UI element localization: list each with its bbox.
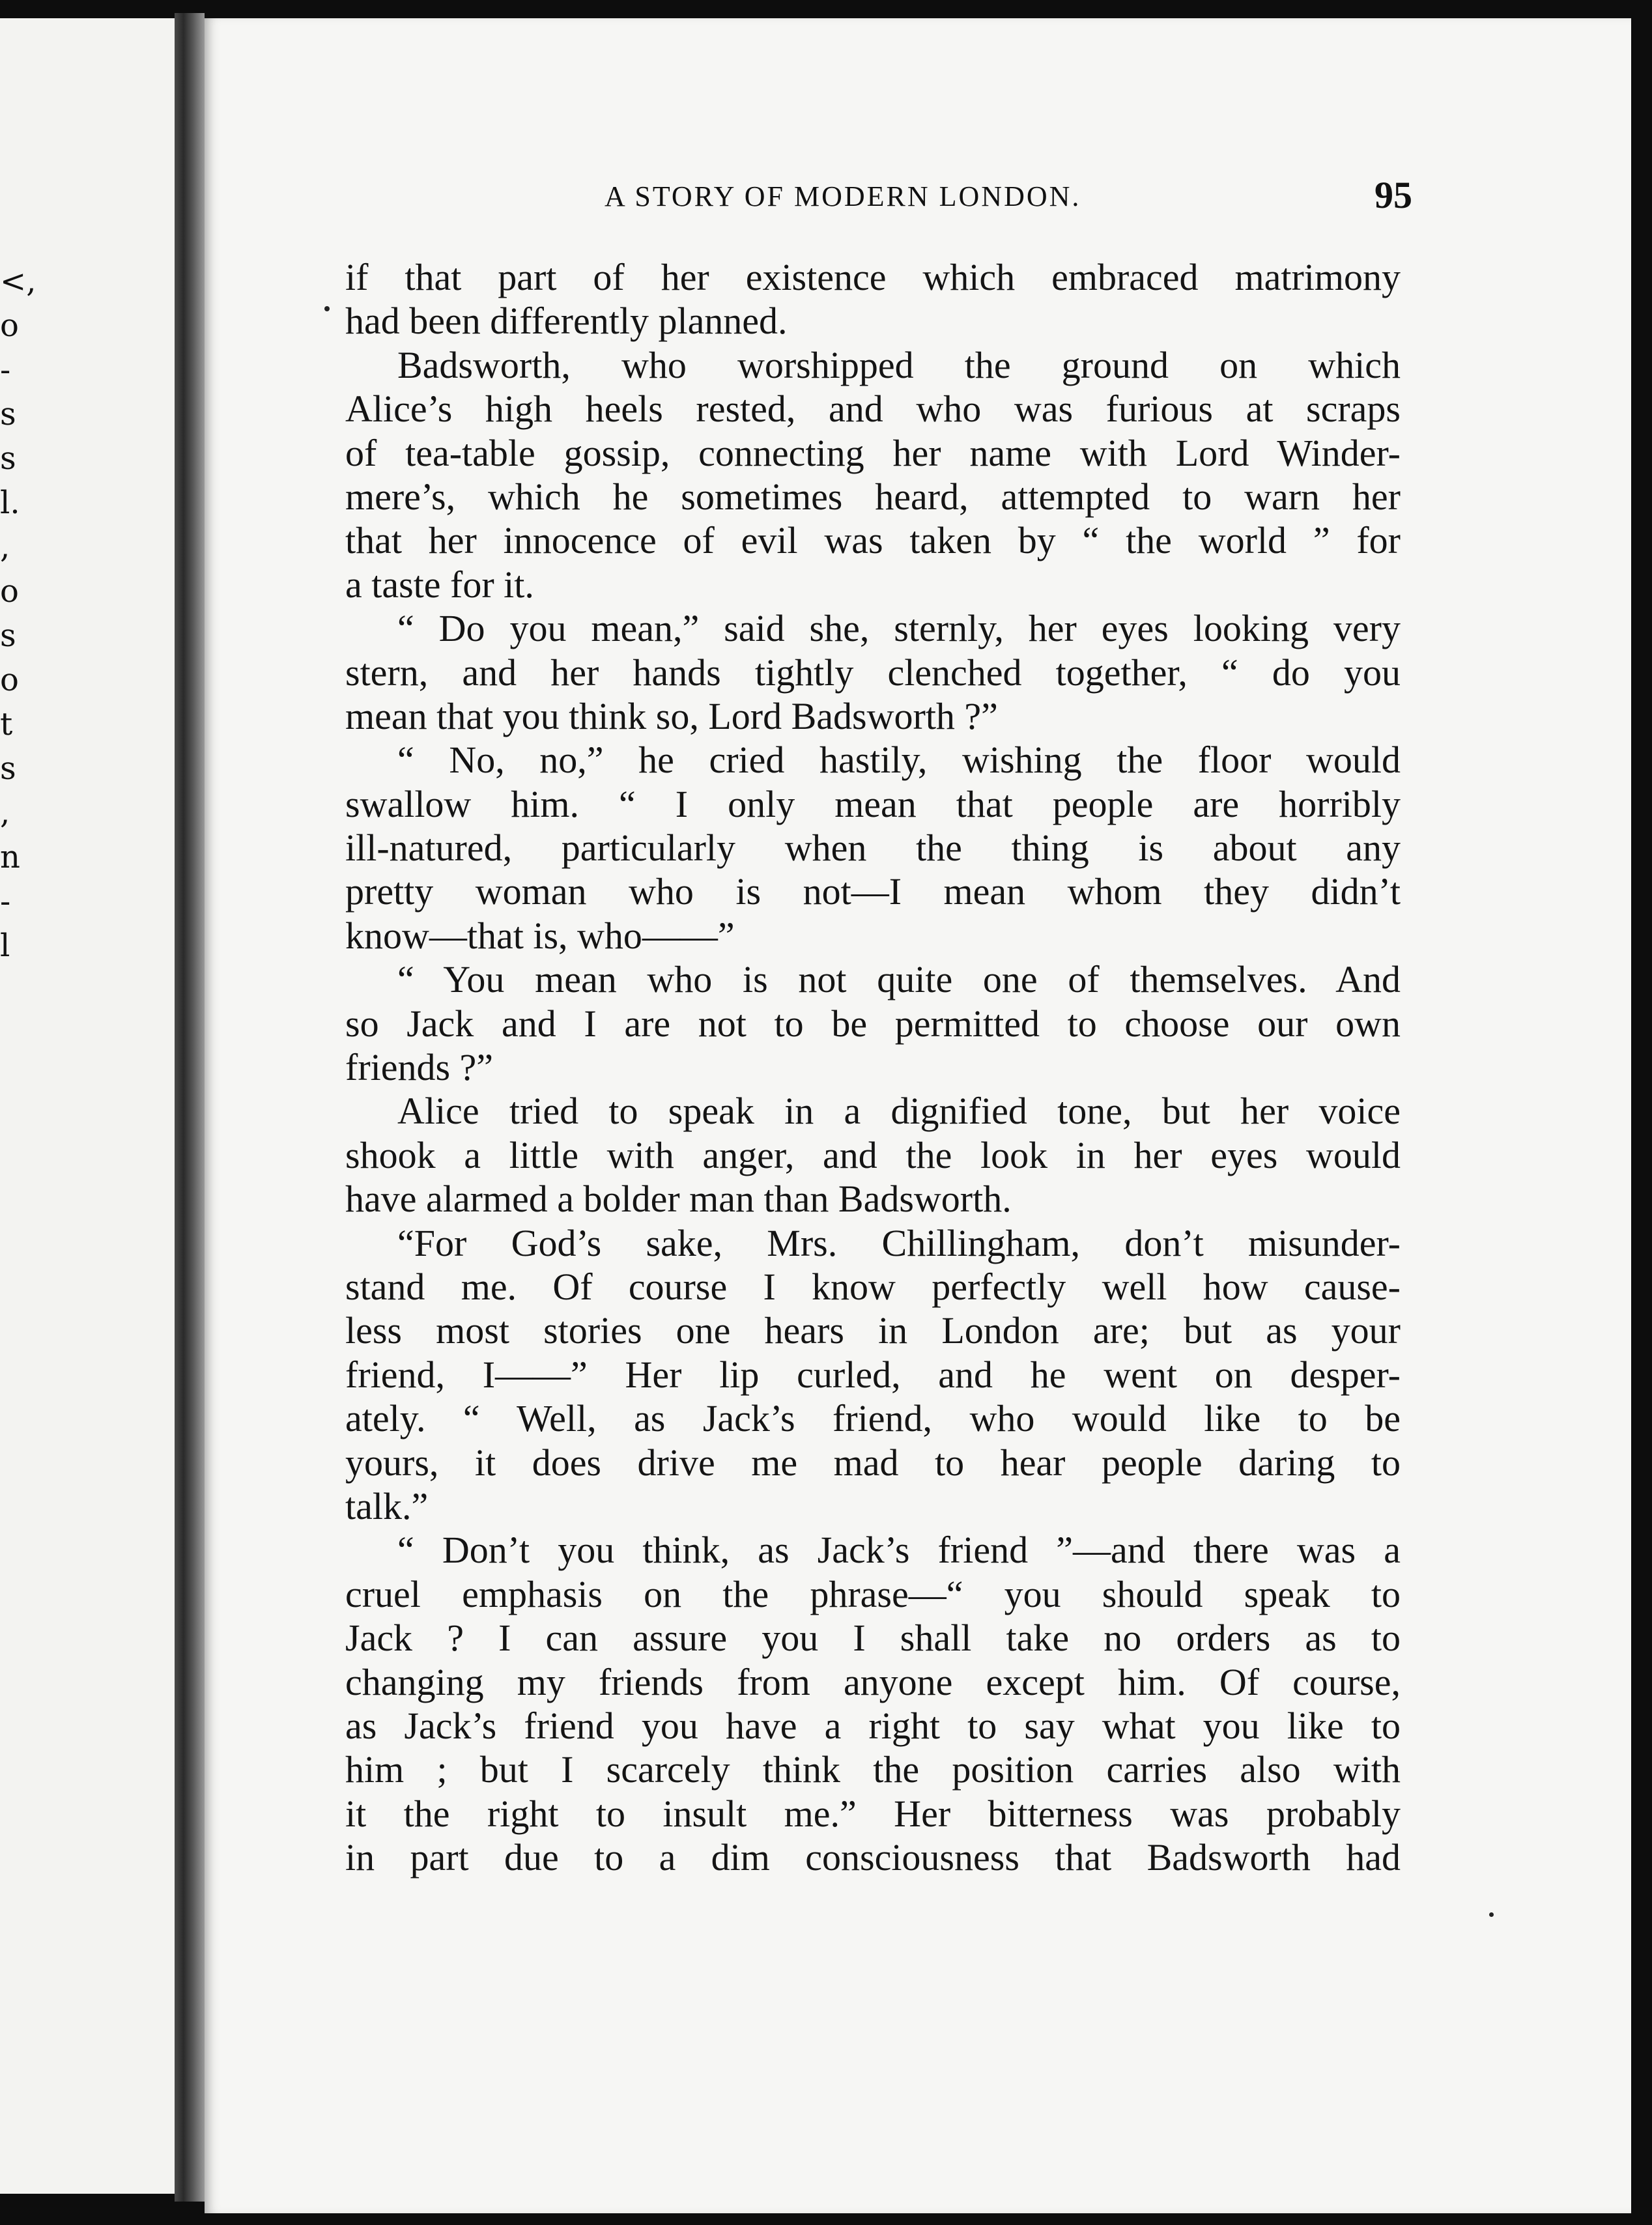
text-line: know—that is, who——”: [345, 914, 735, 957]
text-line: “For God’s sake, Mrs. Chillingham, don’t misunder-: [397, 1221, 1401, 1264]
facing-page-char: s: [0, 750, 16, 787]
text-line: in part due to a dim consciousness that Badsworth had: [345, 1836, 1401, 1879]
text-line: that her innocence of evil was taken by “ the world ” for: [345, 519, 1401, 562]
text-line: Badsworth, who worshipped the ground on which: [397, 343, 1401, 386]
text-line: changing my friends from anyone except him. Of course,: [345, 1660, 1401, 1703]
page-body: [345, 255, 1401, 1879]
text-line: mean that you think so, Lord Badsworth ?”: [345, 694, 998, 737]
facing-page-char: l.: [0, 485, 20, 521]
facing-page-char: ,: [0, 529, 10, 565]
text-line: mere’s, which he sometimes heard, attempted to warn her: [345, 475, 1401, 518]
text-line: “ You mean who is not quite one of themselves. And: [397, 958, 1401, 1001]
text-line: have alarmed a bolder man than Badsworth.: [345, 1178, 1012, 1221]
facing-page-char: o: [0, 307, 19, 344]
text-line: “ No, no,” he cried hastily, wishing the floor would: [397, 739, 1401, 782]
print-speck: [1489, 1912, 1494, 1917]
text-line: “ Do you mean,” said she, sternly, her eyes looking very: [397, 607, 1401, 650]
facing-page-char: s: [0, 440, 16, 477]
text-line: of tea-table gossip, connecting her name with Lord Winder-: [345, 431, 1401, 474]
text-line: less most stories one hears in London are; but as your: [345, 1309, 1401, 1352]
text-line: cruel emphasis on the phrase—“ you should speak to: [345, 1572, 1401, 1615]
text-line: so Jack and I are not to be permitted to choose our own: [345, 1002, 1401, 1045]
text-line: stand me. Of course I know perfectly well how cause-: [345, 1265, 1401, 1308]
facing-page-char: t: [0, 706, 13, 743]
text-line: stern, and her hands tightly clenched together, “ do you: [345, 651, 1401, 694]
text-line: him ; but I scarcely think the position carries also with: [345, 1748, 1401, 1791]
facing-page-char: o: [0, 662, 19, 698]
text-line: talk.”: [345, 1484, 429, 1527]
page-number: 95: [1374, 174, 1412, 216]
text-line: Alice’s high heels rested, and who was furious at scraps: [345, 388, 1401, 431]
facing-page-char: l: [0, 928, 10, 964]
scan-border: [1631, 13, 1652, 2225]
text-line: had been differently planned.: [345, 300, 788, 343]
text-line: swallow him. “ I only mean that people are horribly: [345, 782, 1401, 825]
facing-page-char: s: [0, 396, 16, 432]
facing-page-char: s: [0, 617, 16, 654]
text-line: if that part of her existence which embraced matrimony: [345, 256, 1401, 298]
text-line: Alice tried to speak in a dignified tone, but her voice: [397, 1090, 1401, 1133]
facing-page-margin-text: [0, 259, 36, 968]
facing-page-edge: [0, 18, 175, 2194]
facing-page-char: <,: [0, 263, 36, 300]
text-line: as Jack’s friend you have a right to say what you like to: [345, 1704, 1401, 1747]
text-line: pretty woman who is not—I mean whom they didn’t: [345, 870, 1401, 913]
text-line: ill-natured, particularly when the thing is about any: [345, 827, 1401, 870]
text-line: friends ?”: [345, 1046, 494, 1089]
text-line: friend, I——” Her lip curled, and he went on desper-: [345, 1353, 1401, 1396]
page-header: [396, 173, 1412, 219]
text-line: ately. “ Well, as Jack’s friend, who would like to be: [345, 1397, 1401, 1440]
facing-page-char: o: [0, 573, 19, 610]
running-head: A STORY OF MODERN LONDON.: [605, 180, 1081, 212]
text-line: Jack ? I can assure you I shall take no orders as to: [345, 1617, 1401, 1660]
text-line: a taste for it.: [345, 563, 534, 606]
book-gutter: [175, 13, 205, 2202]
print-speck: [324, 306, 330, 311]
text-line: it the right to insult me.” Her bitterness was probably: [345, 1792, 1401, 1835]
facing-page-char: ,: [0, 795, 10, 831]
facing-page-char: -: [0, 352, 11, 388]
text-line: “ Don’t you think, as Jack’s friend ”—and there was a: [397, 1529, 1401, 1572]
facing-page-char: n: [0, 839, 20, 875]
text-line: shook a little with anger, and the look in her eyes would: [345, 1133, 1401, 1176]
facing-page-char: -: [0, 883, 11, 920]
text-line: yours, it does drive me mad to hear people daring to: [345, 1441, 1401, 1484]
